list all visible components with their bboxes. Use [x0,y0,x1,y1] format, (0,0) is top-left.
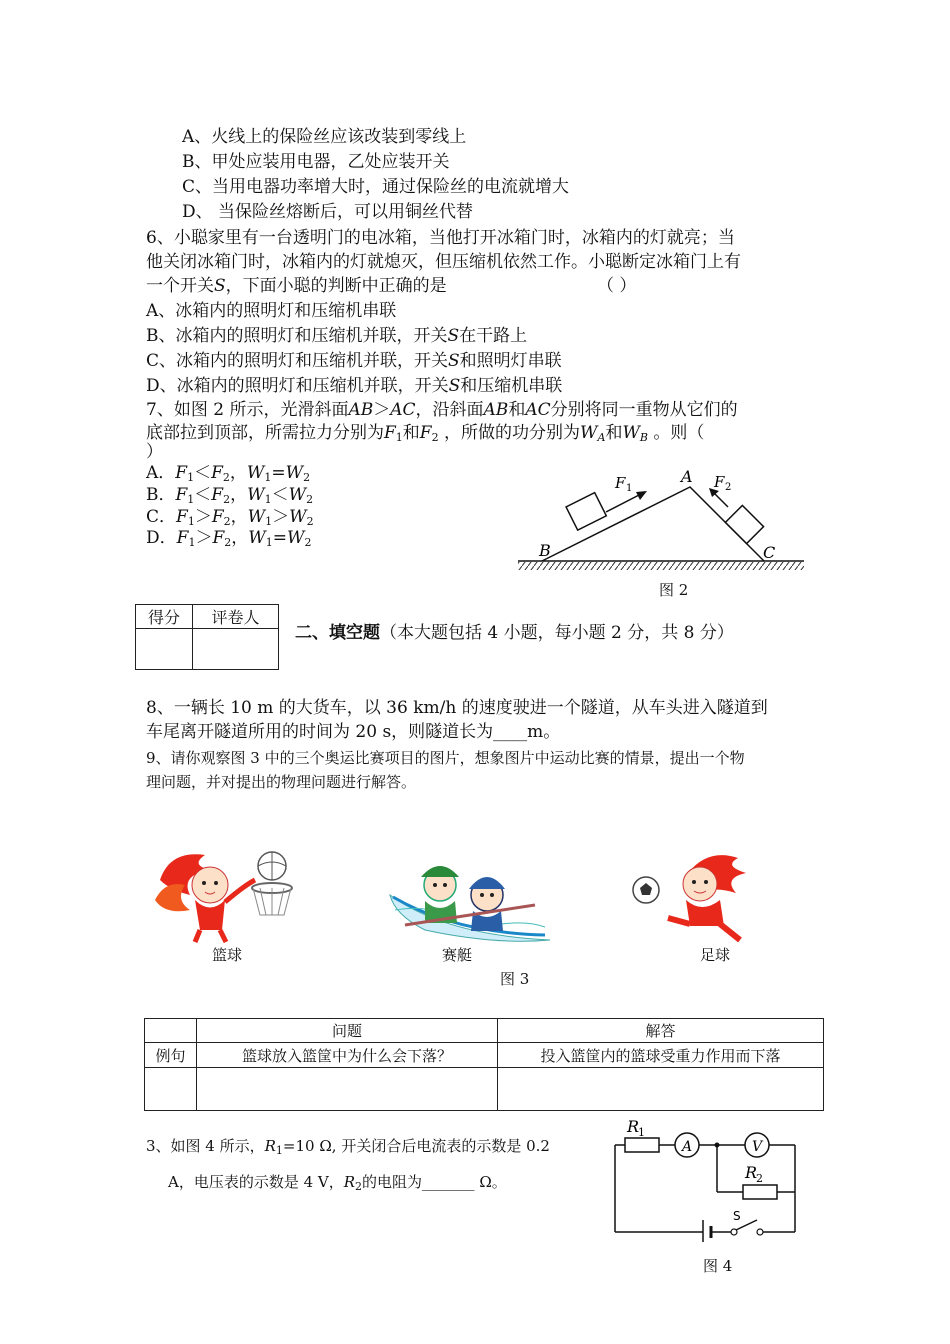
figure-3-caption: 图 3 [500,970,530,988]
q7-option-b: B．$F_1<F_2$，$W_1<W_2$ [146,485,314,506]
example-question: 篮球放入篮筐中为什么会下落？ [197,1043,498,1068]
q5-option-c: C、当用电器功率增大时，通过保险丝的电流就增大 [182,177,570,197]
q7-option-c: C．$F_1>F_2$，$W_1>W_2$ [146,507,314,528]
label-c: C [763,543,776,562]
grader-header: 评卷人 [193,605,279,629]
label-football: 足球 [700,946,731,964]
q5-option-b: B、甲处应装用电器，乙处应装开关 [182,152,450,172]
example-answer: 投入篮筐内的篮球受重力作用而下落 [498,1043,824,1068]
label-f1-sub: 1 [626,483,633,494]
q7-option-d: D．$F_1>F_2$，$W_1=W_2$ [146,528,312,549]
label-f2-sub: 2 [725,482,732,493]
table-header-answer: 解答 [498,1019,824,1043]
q6-line2: 他关闭冰箱门时，冰箱内的灯就熄灭，但压缩机依然工作。小聪断定冰箱门上有 [146,252,741,272]
q5-option-d: D、 当保险丝熔断后，可以用铜丝代替 [182,202,474,222]
switch-label: S [733,1209,741,1223]
voltmeter-label: V [752,1139,763,1155]
answer-bracket: （ ） [597,276,637,296]
label-r2-sub: 2 [756,1172,763,1185]
label-a: A [681,467,693,486]
block-right [725,505,763,543]
blank-answer-cell[interactable] [498,1068,824,1111]
label-b: B [539,541,551,560]
score-cell[interactable] [136,629,193,670]
label-basketball: 篮球 [212,946,243,964]
q9-line2: 理问题，并对提出的物理问题进行解答。 [146,773,417,791]
label-f1: F [615,474,626,492]
force-f1-arrow [606,494,641,512]
force-f2-arrow [713,492,728,507]
table-header-question: 问题 [197,1019,498,1043]
circuit-figure [605,1112,805,1242]
blank-question-cell[interactable] [197,1068,498,1111]
q7-line3: ） [146,442,163,462]
rowing-mascot-image [385,855,555,945]
ammeter-label: A [682,1139,693,1155]
grader-cell[interactable] [193,629,279,670]
q6-line3: 一个开关S，下面小聪的判断中正确的是 [146,276,447,296]
q9-line1: 9、请你观察图 3 中的三个奥运比赛项目的图片，想象图片中运动比赛的情景，提出一个物 [146,749,745,767]
example-label: 例句 [145,1043,197,1068]
q7-line2: 底部拉到顶部，所需拉力分别为$F_1$和$F_2$ ，所做的功分别为$W_A$和$W_B$ 。则（ [146,423,705,444]
label-f2: F [714,473,725,491]
q8-line1: 8、一辆长 10 m 的大货车，以 36 km/h 的速度驶进一个隧道，从车头进入隧道到 [146,698,768,718]
block-left [566,493,606,531]
q8-line2: 车尾离开隧道所用的时间为 20 s，则隧道长为____m。 [146,722,561,742]
basketball-mascot-image [150,840,310,950]
question-answer-table [144,1018,824,1111]
score-header: 得分 [136,605,193,629]
label-rowing: 赛艇 [442,946,473,964]
q6-option-d: D、冰箱内的照明灯和压缩机并联，开关S和压缩机串联 [146,376,563,396]
table-corner-cell [145,1019,197,1043]
q5-option-a: A、火线上的保险丝应该改装到零线上 [182,127,467,147]
score-table [135,604,279,670]
label-r2: R [745,1163,758,1182]
figure-4-caption: 图 4 [703,1257,733,1275]
q6-option-a: A、冰箱内的照明灯和压缩机串联 [146,301,397,321]
label-r1: R [627,1117,640,1136]
q10-line2: A，电压表的示数是 4 V，$R_2$的电阻为_______ Ω。 [168,1173,507,1193]
football-mascot-image [628,848,758,948]
q6-line1: 6、小聪家里有一台透明门的电冰箱，当他打开冰箱门时，冰箱内的灯就亮；当 [146,228,735,248]
section-2-title: 二、填空题（本大题包括 4 小题，每小题 2 分，共 8 分） [295,623,734,643]
q10-line1: 3、如图 4 所示，$R_1=10$ Ω, 开关闭合后电流表的示数是 0.2 [146,1137,550,1157]
ground-hatch [518,562,804,570]
blank-label-cell [145,1068,197,1111]
label-r1-sub: 1 [638,1126,645,1139]
resistor-r1 [625,1138,659,1152]
q6-option-c: C、冰箱内的照明灯和压缩机并联，开关S和照明灯串联 [146,351,562,371]
q6-option-b: B、冰箱内的照明灯和压缩机并联，开关S在干路上 [146,326,528,346]
q7-line1: 7、如图 2 所示，光滑斜面AB＞AC，沿斜面AB和AC分别将同一重物从它们的 [146,400,738,420]
figure-2-caption: 图 2 [659,581,689,599]
resistor-r2 [743,1185,777,1199]
q7-option-a: A．$F_1<F_2$，$W_1=W_2$ [146,463,311,484]
